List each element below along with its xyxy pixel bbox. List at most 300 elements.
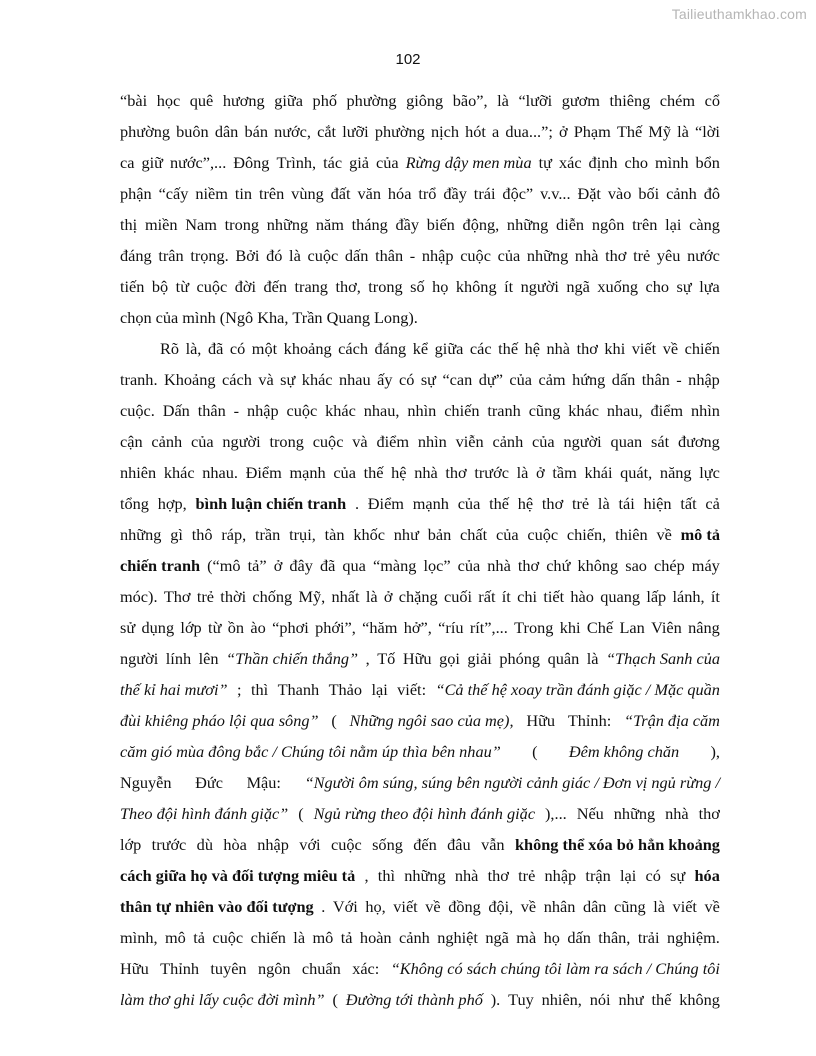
text-segment: họ, <box>365 897 386 916</box>
text-segment: người <box>120 649 159 668</box>
text-segment: quê <box>189 91 214 110</box>
text-segment: những <box>506 215 549 234</box>
page-number: 102 <box>395 51 421 68</box>
text-segment: thân, <box>598 928 631 947</box>
text-segment: là <box>597 494 610 513</box>
text-line <box>120 891 720 922</box>
text-line <box>120 395 720 426</box>
text-segment: tả” <box>247 556 267 575</box>
text-segment: mình <box>182 308 216 327</box>
text-segment: “ríu <box>438 618 464 637</box>
text-segment: - <box>409 246 416 265</box>
text-segment: tổng <box>120 494 149 513</box>
text-segment: người <box>222 432 261 451</box>
text-segment: với <box>299 835 321 854</box>
text-segment: móc). <box>120 587 158 606</box>
text-segment: Thơ <box>163 587 191 606</box>
text-segment: mô <box>312 928 334 947</box>
text-segment: dân <box>582 897 607 916</box>
text-segment: chiến <box>444 401 480 420</box>
text-segment: Những ngôi sao của mẹ), <box>349 711 514 730</box>
text-segment: của <box>457 556 481 575</box>
text-segment: thân <box>641 370 670 389</box>
text-segment: Đường tới thành phố <box>345 990 483 1009</box>
text-segment: ngôn <box>257 959 291 978</box>
text-segment: hở”, <box>403 618 432 637</box>
text-segment: những <box>613 804 656 823</box>
text-segment: khi <box>604 339 626 358</box>
text-segment: Phạm <box>573 122 611 141</box>
text-segment: lánh, <box>672 587 705 606</box>
text-segment: chuẩn <box>301 959 341 978</box>
text-segment: các <box>469 339 492 358</box>
text-line <box>120 767 720 798</box>
text-segment: hóa <box>694 866 720 885</box>
text-segment: ngã <box>485 928 509 947</box>
text-segment: lấp <box>646 587 667 606</box>
site-watermark: Tailieuthamkhao.com <box>671 6 807 22</box>
text-segment: hóa <box>387 184 412 203</box>
text-segment: trẻ <box>571 494 590 513</box>
text-segment: trên <box>258 184 285 203</box>
text-segment: cách giữa họ và đối tượng miêu tả <box>120 866 356 885</box>
text-segment: Hữu <box>402 649 432 668</box>
text-segment: đội, <box>488 897 514 916</box>
text-segment: đầy <box>395 215 420 234</box>
text-segment: tiết <box>543 587 565 606</box>
text-segment: sự <box>670 866 686 885</box>
text-segment: Nguyễn <box>120 773 172 792</box>
text-segment: phường <box>346 91 397 110</box>
text-segment: đây <box>289 556 313 575</box>
text-segment: đâu <box>447 835 471 854</box>
text-segment: trận <box>585 866 611 885</box>
text-segment: đáng <box>120 246 152 265</box>
text-segment: viết <box>672 897 697 916</box>
text-segment: “bài <box>120 91 148 110</box>
text-segment: ),... <box>545 804 567 823</box>
text-line <box>120 240 720 271</box>
text-segment: chép <box>654 556 685 575</box>
text-segment: ca <box>120 153 135 172</box>
text-segment: Đặt <box>577 184 601 203</box>
text-segment: trang <box>294 277 328 296</box>
text-segment: chiến <box>684 339 720 358</box>
text-segment: lọc” <box>423 556 451 575</box>
text-segment: tiến <box>120 277 145 296</box>
text-segment: đáng <box>374 339 407 358</box>
text-segment: giữa <box>434 339 464 358</box>
text-segment: giông <box>406 91 444 110</box>
text-segment: “Không có sách chúng tôi làm ra sách / Chúng tôi <box>390 959 720 978</box>
text-segment: làm thơ ghi lấy cuộc đời mình” <box>120 990 325 1009</box>
text-segment: , <box>365 649 370 668</box>
text-segment: khác <box>325 401 356 420</box>
text-segment: trần <box>254 525 281 544</box>
text-line <box>120 798 720 829</box>
text-line <box>120 581 720 612</box>
text-segment: ). <box>490 990 501 1009</box>
text-segment: dấn <box>567 928 591 947</box>
text-line <box>120 364 720 395</box>
text-segment: tả <box>193 928 205 947</box>
text-segment: giữ <box>141 153 163 172</box>
text-segment: Tố <box>377 649 396 668</box>
text-segment: hương <box>222 91 265 110</box>
text-segment: đương <box>677 432 720 451</box>
text-segment: Viên <box>651 618 682 637</box>
text-segment: Mỹ <box>648 122 672 141</box>
text-segment: cuộc <box>196 277 228 296</box>
text-segment: không thể xóa bỏ hẳn khoảng <box>514 835 720 854</box>
text-segment: Bởi <box>235 246 260 265</box>
text-segment: học <box>156 91 181 110</box>
text-segment: ngôn <box>591 215 625 234</box>
text-segment: cuộc <box>212 928 244 947</box>
text-segment: trổ <box>418 184 437 203</box>
text-segment: ( <box>532 742 538 761</box>
text-segment: số <box>410 277 425 296</box>
text-segment: nhà <box>454 866 479 885</box>
text-segment: trước <box>474 463 509 482</box>
text-segment: nhập <box>688 370 720 389</box>
text-segment: Thanh <box>277 680 320 699</box>
text-segment: mô <box>164 928 186 947</box>
text-segment: trên <box>632 215 658 234</box>
text-segment: ở <box>558 122 568 141</box>
text-segment: phận <box>120 184 152 203</box>
text-segment: hệ <box>517 494 534 513</box>
text-segment: nhiên <box>120 463 157 482</box>
text-segment: bình luận chiến tranh <box>195 494 347 513</box>
text-segment: càng <box>689 215 720 234</box>
text-segment: niềm <box>195 184 228 203</box>
text-segment: năm <box>315 215 344 234</box>
text-segment: không <box>577 556 619 575</box>
text-segment: nhau. <box>202 463 238 482</box>
text-segment: thơ, <box>335 277 361 296</box>
text-line <box>120 302 720 333</box>
text-segment: sự <box>280 370 296 389</box>
text-segment: trẻ <box>518 866 536 885</box>
text-segment: về <box>425 897 441 916</box>
text-segment: cũng <box>528 401 561 420</box>
text-segment: cuộc <box>527 525 559 544</box>
text-segment: khái <box>584 463 613 482</box>
text-segment: những <box>266 215 309 234</box>
text-segment: nịch <box>430 122 459 141</box>
text-segment: ), <box>710 742 720 761</box>
text-segment: Thảo <box>328 680 363 699</box>
text-line <box>120 736 720 767</box>
text-segment: chiến tranh <box>120 556 201 575</box>
text-segment: miền <box>144 215 178 234</box>
text-segment: là <box>677 122 689 141</box>
text-segment: trước <box>151 835 187 854</box>
text-segment: ngã <box>566 277 590 296</box>
text-segment: cho <box>645 277 670 296</box>
text-segment: Thỉnh <box>160 959 200 978</box>
text-segment: ít <box>501 587 511 606</box>
text-segment: Mậu: <box>246 773 281 792</box>
text-segment: chống <box>252 587 293 606</box>
text-line <box>120 488 720 519</box>
text-line <box>120 612 720 643</box>
text-segment: Nếu <box>576 804 604 823</box>
text-segment: ồn <box>227 618 245 637</box>
text-segment: thế kỉ hai mươi” <box>120 680 228 699</box>
text-segment: nhau <box>339 370 371 389</box>
text-line <box>120 147 720 178</box>
text-segment: thơ <box>605 246 627 265</box>
text-segment: Đông <box>233 153 270 172</box>
text-segment: cuộc <box>286 401 318 420</box>
text-segment: tranh. <box>120 370 158 389</box>
text-segment: phố <box>312 91 337 110</box>
text-segment: họ <box>432 277 449 296</box>
text-segment: ( <box>332 990 338 1009</box>
text-segment: hào <box>570 587 594 606</box>
text-segment: Khoảng <box>164 370 216 389</box>
text-segment: cũng <box>614 897 646 916</box>
text-segment: Dấn <box>162 401 190 420</box>
text-segment: giả <box>349 153 369 172</box>
text-segment: như <box>393 525 419 544</box>
text-segment: và <box>352 432 368 451</box>
text-segment: cận <box>120 432 143 451</box>
text-segment: là <box>497 91 509 110</box>
text-segment: trong <box>368 277 403 296</box>
text-segment: đất <box>330 184 351 203</box>
text-segment: cảnh <box>666 184 697 203</box>
text-segment: ở <box>383 587 393 606</box>
text-segment: viễn <box>455 432 484 451</box>
text-segment: ở <box>273 556 283 575</box>
text-segment: là <box>289 246 301 265</box>
text-segment: diễn <box>556 215 585 234</box>
text-segment: “lưỡi <box>518 91 553 110</box>
text-segment: cuộc <box>312 432 344 451</box>
text-segment: đùi khiêng pháo lội qua sông” <box>120 711 319 730</box>
text-line <box>120 860 720 891</box>
text-segment: đồng <box>448 897 481 916</box>
text-segment: . <box>354 494 360 513</box>
text-segment: Chế <box>586 618 614 637</box>
text-segment: dấn <box>611 370 636 389</box>
text-segment: qua <box>342 556 366 575</box>
text-segment: khoảng <box>283 339 332 358</box>
text-segment: không <box>455 277 497 296</box>
text-segment: đầy <box>443 184 467 203</box>
text-segment: nâng <box>688 618 720 637</box>
text-segment: phóng <box>499 649 541 668</box>
text-line <box>120 178 720 209</box>
text-segment: có <box>229 339 246 358</box>
text-segment: biến <box>426 215 455 234</box>
text-segment: Kha, <box>257 308 289 327</box>
text-segment: Mỹ, <box>298 587 326 606</box>
text-segment: trẻ <box>633 246 651 265</box>
text-segment: hệ <box>391 463 407 482</box>
text-line <box>120 426 720 457</box>
text-line <box>120 705 720 736</box>
text-segment: sống <box>372 835 403 854</box>
text-segment: độc” <box>502 184 534 203</box>
text-segment: lưỡi <box>342 122 369 141</box>
text-segment: nghiệm. <box>666 928 720 947</box>
text-segment: ( <box>298 804 304 823</box>
text-segment: nhân <box>543 897 576 916</box>
text-segment: nghiệt <box>437 928 478 947</box>
text-segment: thô <box>191 525 213 544</box>
text-segment: buôn <box>176 122 209 141</box>
text-segment: hợp, <box>157 494 187 513</box>
text-segment: Rõ <box>160 339 180 358</box>
text-segment: quân <box>547 649 580 668</box>
text-segment: nhất <box>331 587 360 606</box>
text-segment: thơ <box>517 556 540 575</box>
text-line <box>120 674 720 705</box>
text-segment: khi <box>559 618 581 637</box>
text-segment: chém <box>659 91 696 110</box>
text-segment: “cấy <box>158 184 189 203</box>
text-segment: phường <box>120 122 170 141</box>
text-segment: ( <box>331 711 337 730</box>
text-segment: nước”,... <box>169 153 227 172</box>
text-segment: những <box>526 246 569 265</box>
text-segment: chứ <box>546 556 571 575</box>
text-segment: ráp, <box>221 525 247 544</box>
text-segment: của <box>532 432 555 451</box>
text-segment: thế <box>489 494 509 513</box>
text-segment: sự <box>676 277 692 296</box>
text-segment: hứng <box>572 370 606 389</box>
text-segment: ào <box>250 618 266 637</box>
text-segment: cảnh <box>151 432 183 451</box>
text-segment: “Thạch Sanh của <box>606 649 720 668</box>
text-segment: “màng <box>372 556 417 575</box>
text-segment: thế <box>498 339 519 358</box>
text-segment: Đức <box>195 773 223 792</box>
text-segment: lính <box>165 649 192 668</box>
text-segment: cả <box>705 494 720 513</box>
text-segment: mạnh <box>289 463 326 482</box>
text-segment: hoàn <box>359 928 392 947</box>
text-segment: yêu <box>656 246 681 265</box>
text-segment: nhập <box>544 866 577 885</box>
text-segment: sử <box>120 618 136 637</box>
text-segment: ít <box>504 277 514 296</box>
text-segment: , <box>364 866 369 885</box>
text-segment: tranh <box>487 401 521 420</box>
text-segment: là <box>586 649 599 668</box>
text-segment: cuộc <box>307 246 339 265</box>
text-segment: có <box>398 370 415 389</box>
text-segment: lực <box>699 463 720 482</box>
text-segment: vẫn <box>481 835 505 854</box>
text-segment: chi <box>517 587 538 606</box>
text-segment: v.v... <box>540 184 571 203</box>
text-line <box>120 209 720 240</box>
text-segment: thế <box>651 990 672 1009</box>
text-segment: về <box>662 339 679 358</box>
text-segment: xuống <box>597 277 639 296</box>
text-segment: “Người ôm súng, súng bên người cảnh giác / Đơn vị ngủ rừng / <box>304 773 720 792</box>
text-segment: căm gió mùa đông bắc / Chúng tôi nằm úp thìa bên nhau” <box>120 742 501 761</box>
body-text <box>120 85 720 1015</box>
text-segment: những <box>404 866 446 885</box>
text-segment: là, <box>185 339 202 358</box>
text-segment: vào <box>607 184 632 203</box>
text-segment: năng <box>659 463 692 482</box>
text-segment: chiến <box>250 928 286 947</box>
text-segment: trụi, <box>289 525 316 544</box>
text-segment: lớp <box>180 618 202 637</box>
text-segment: thơ <box>445 463 467 482</box>
text-line <box>120 643 720 674</box>
text-segment: rít”,... <box>469 618 508 637</box>
text-segment: mô tả <box>680 525 720 544</box>
text-segment: Rừng dậy men mùa <box>405 153 532 172</box>
text-segment: tàn <box>324 525 345 544</box>
text-segment: nhìn <box>417 432 447 451</box>
text-segment: về <box>704 897 720 916</box>
text-segment: tầm <box>552 463 577 482</box>
text-segment: ; <box>236 680 242 699</box>
text-segment: “can <box>442 370 473 389</box>
text-segment: thị <box>120 215 138 234</box>
text-segment: điểm <box>376 432 410 451</box>
text-segment: trong <box>269 432 304 451</box>
text-segment: thơ <box>487 866 509 885</box>
text-segment: không <box>679 990 720 1009</box>
text-segment: “hăm <box>362 618 398 637</box>
text-segment: thời <box>220 587 247 606</box>
text-segment: nhà <box>487 556 511 575</box>
text-segment: lên <box>198 649 219 668</box>
text-segment: tuyên <box>210 959 247 978</box>
text-segment: từ <box>175 277 190 296</box>
text-segment: Thỉnh: <box>567 711 612 730</box>
text-segment: Tuy <box>508 990 534 1009</box>
text-segment: của <box>155 308 179 327</box>
text-segment: dua...”; <box>505 122 553 141</box>
text-segment: bộ <box>151 277 169 296</box>
text-segment: hệ <box>524 339 540 358</box>
text-segment: quan <box>610 432 643 451</box>
text-segment: bản <box>427 525 452 544</box>
text-segment: giải <box>467 649 492 668</box>
text-segment: ít <box>710 587 720 606</box>
text-segment: bối <box>638 184 660 203</box>
text-segment: phới”, <box>315 618 356 637</box>
text-segment: quát, <box>620 463 653 482</box>
text-segment: Trình, <box>276 153 317 172</box>
text-segment: Với <box>332 897 358 916</box>
text-segment: tự <box>538 153 552 172</box>
text-segment: quang <box>600 587 641 606</box>
text-segment: tái <box>618 494 635 513</box>
text-segment: Lan <box>619 618 645 637</box>
text-segment: đến <box>263 277 288 296</box>
text-segment: nhiên, <box>541 990 582 1009</box>
text-segment: phường <box>374 122 425 141</box>
text-line <box>120 457 720 488</box>
text-line <box>120 953 720 984</box>
text-segment: giữa <box>274 91 303 110</box>
text-segment: động, <box>462 215 500 234</box>
text-segment: trải <box>637 928 660 947</box>
